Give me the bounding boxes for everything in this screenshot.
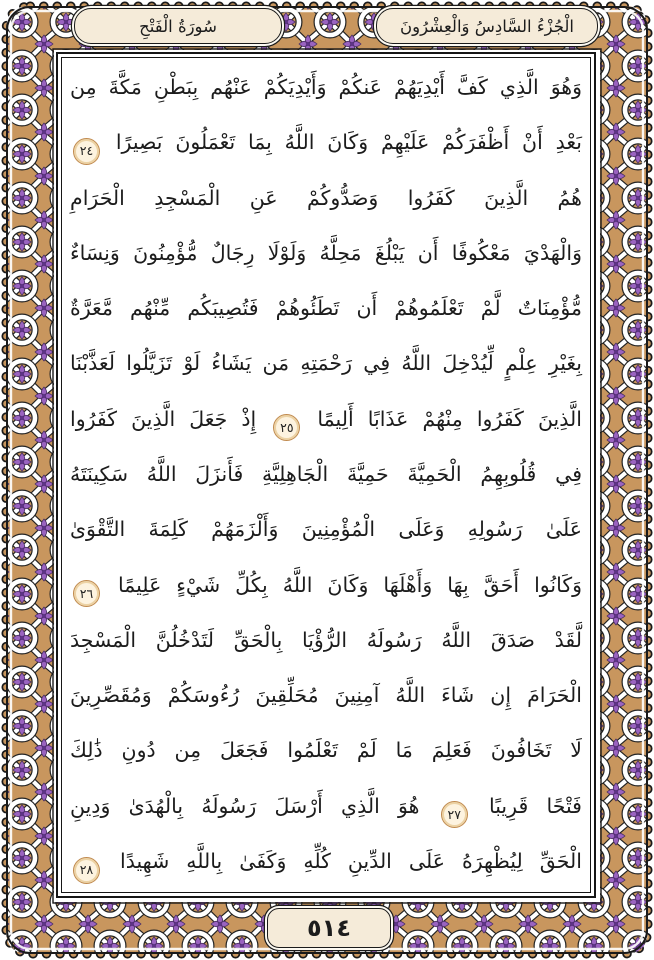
verse-end-marker: ٢٦ <box>73 580 100 607</box>
verse-end-marker: ٢٨ <box>73 857 100 884</box>
quran-line <box>70 449 582 501</box>
ayah-text: هُوَ الَّذِي أَرْسَلَ رَسُولَهُ بِالْهُدَىٰ وَدِينِ <box>70 793 420 818</box>
page-number-cartouche <box>267 908 391 948</box>
page-number: ٥١٤ <box>307 914 351 942</box>
ayah-text: الْحَرَامَ إِن شَاءَ اللَّهُ آمِنِينَ مُحَلِّقِينَ رُءُوسَكُمْ وَمُقَصِّرِينَ <box>70 683 582 708</box>
quran-line <box>70 283 582 335</box>
quran-line <box>70 670 582 722</box>
quran-line <box>70 615 582 667</box>
quran-line <box>70 338 582 390</box>
quran-line <box>70 394 582 446</box>
ayah-text: وَالْهَدْيَ مَعْكُوفًا أَن يَبْلُغَ مَحِلَّهُ وَلَوْلَا رِجَالٌ مُّؤْمِنُونَ وَنِسَاءٌ <box>70 240 582 265</box>
surah-title: سُورَةُ الْفَتْحِ <box>139 16 217 36</box>
quran-line <box>70 117 582 169</box>
text-frame <box>56 52 596 898</box>
quran-line <box>70 173 582 225</box>
ayah-text: وَهُوَ الَّذِي كَفَّ أَيْدِيَهُمْ عَنكُمْ وَأَيْدِيَكُمْ عَنْهُم بِبَطْنِ مَكَّةَ مِن <box>70 75 582 99</box>
quran-text-block <box>70 62 582 888</box>
verse-end-marker: ٢٥ <box>273 414 300 441</box>
quran-line <box>70 504 582 556</box>
ayah-text: إِذْ جَعَلَ الَّذِينَ كَفَرُوا <box>70 406 257 431</box>
ayah-text: مُّؤْمِنَاتٌ لَّمْ تَعْلَمُوهُمْ أَن تَطَئُوهُمْ فَتُصِيبَكُم مِّنْهُم مَّعَرَّةٌ <box>70 296 582 321</box>
ayah-text: وَكَانُوا أَحَقَّ بِهَا وَأَهْلَهَا وَكَانَ اللَّهُ بِكُلِّ شَيْءٍ عَلِيمًا <box>118 572 582 597</box>
ayah-text: الَّذِينَ كَفَرُوا مِنْهُمْ عَذَابًا أَلِيمًا <box>317 406 582 431</box>
quran-line <box>70 781 582 833</box>
ayah-text: لَا تَخَافُونَ فَعَلِمَ مَا لَمْ تَعْلَمُوا فَجَعَلَ مِن دُونِ ذَٰلِكَ <box>70 738 582 763</box>
juz-cartouche <box>376 8 598 44</box>
ayah-text: فِي قُلُوبِهِمُ الْحَمِيَّةَ حَمِيَّةَ الْجَاهِلِيَّةِ فَأَنزَلَ اللَّهُ سَكِينَتَهُ <box>70 461 582 486</box>
ayah-text: لَّقَدْ صَدَقَ اللَّهُ رَسُولَهُ الرُّؤْيَا بِالْحَقِّ لَتَدْخُلُنَّ الْمَسْجِدَ <box>70 627 582 652</box>
quran-line <box>70 725 582 777</box>
quran-line <box>70 228 582 280</box>
ayah-text: هُمُ الَّذِينَ كَفَرُوا وَصَدُّوكُمْ عَنِ الْمَسْجِدِ الْحَرَامِ <box>70 185 582 210</box>
verse-end-marker: ٢٧ <box>441 801 468 828</box>
ayah-text: عَلَىٰ رَسُولِهِ وَعَلَى الْمُؤْمِنِينَ وَأَلْزَمَهُمْ كَلِمَةَ التَّقْوَىٰ <box>70 517 582 542</box>
verse-end-marker: ٢٤ <box>73 138 100 165</box>
ayah-text: فَتْحًا قَرِيبًا <box>489 793 582 818</box>
quran-line <box>70 836 582 888</box>
quran-line <box>70 62 582 114</box>
ayah-text: الْحَقِّ لِيُظْهِرَهُ عَلَى الدِّينِ كُلِّهِ وَكَفَىٰ بِاللَّهِ شَهِيدًا <box>120 848 582 873</box>
juz-title: الْجُزْءُ السَّادِسُ وَالْعِشْرُونَ <box>400 16 574 36</box>
ayah-text: بِغَيْرِ عِلْمٍ لِّيُدْخِلَ اللَّهُ فِي رَحْمَتِهِ مَن يَشَاءُ لَوْ تَزَيَّلُوا لَعَذَّبْنَا <box>70 351 582 376</box>
surah-title-cartouche <box>74 8 282 44</box>
quran-line <box>70 560 582 612</box>
ayah-text: بَعْدِ أَنْ أَظْفَرَكُمْ عَلَيْهِمْ وَكَانَ اللَّهُ بِمَا تَعْمَلُونَ بَصِيرًا <box>115 130 582 155</box>
